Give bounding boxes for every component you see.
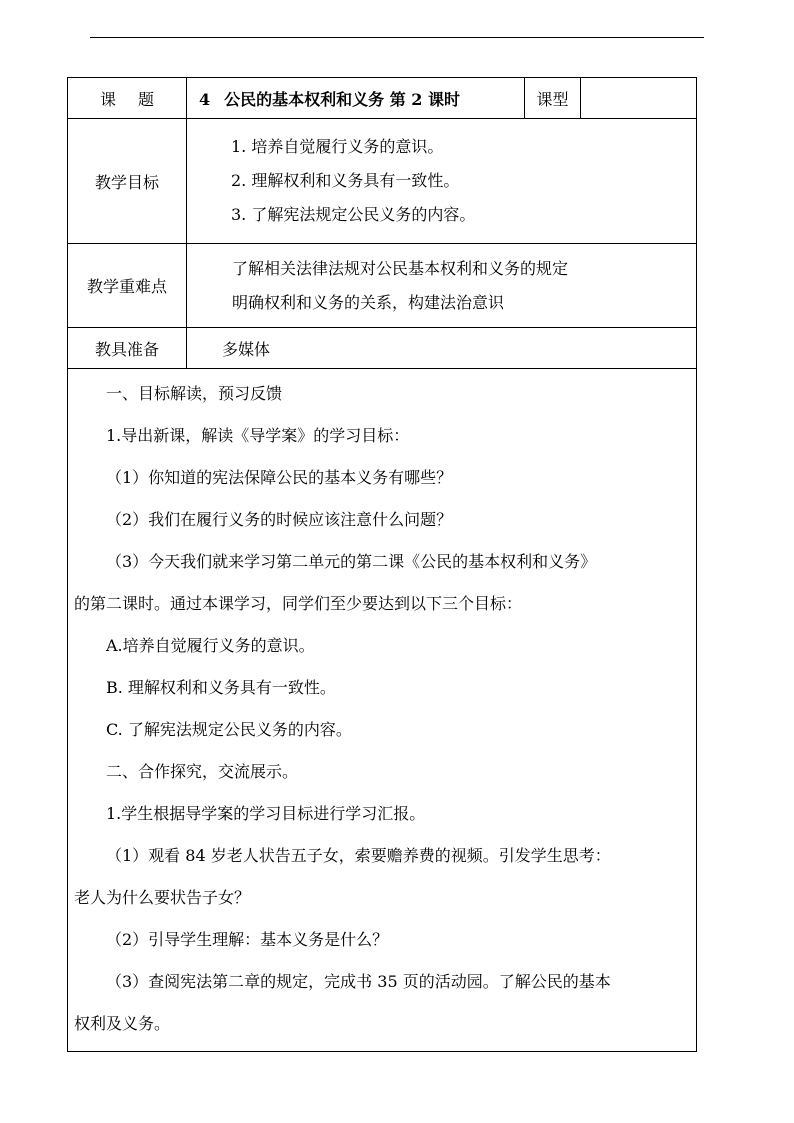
- body-line: （1）你知道的宪法保障公民的基本义务有哪些？: [106, 468, 453, 487]
- body-line: （2）我们在履行义务的时候应该注意什么问题？: [106, 510, 453, 529]
- lesson-title: 公民的基本权利和义务 第 2 课时: [224, 89, 460, 109]
- tools-value-cell: [187, 328, 697, 369]
- body-line: （1）观看 84 岁老人状告五子女，索要赡养费的视频。引发学生思考：: [106, 846, 611, 865]
- lesson-title-cell: [187, 78, 525, 119]
- body-line: 1.学生根据导学案的学习目标进行学习汇报。: [106, 804, 426, 823]
- goals-row: [68, 119, 697, 244]
- lesson-type-label: 课型: [536, 89, 569, 109]
- tools-label: 教具准备: [94, 339, 159, 359]
- body-line: C. 了解宪法规定公民义务的内容。: [106, 720, 352, 739]
- subject-label-cell: [68, 78, 187, 119]
- lesson-type-value-cell: [581, 78, 697, 119]
- goal-item: 1. 培养自觉履行义务的意识。: [231, 137, 444, 156]
- tools-row: [68, 328, 697, 369]
- body-line: （3）查阅宪法第二章的规定，完成书 35 页的活动园。了解公民的基本: [106, 972, 611, 991]
- goals-content-cell: [187, 119, 697, 244]
- goal-item: 2. 理解权利和义务具有一致性。: [231, 171, 460, 190]
- lesson-number: 4: [199, 89, 211, 109]
- goals-label: 教学目标: [94, 172, 159, 192]
- tools-value: 多媒体: [222, 339, 271, 359]
- key-points-row: [68, 244, 697, 328]
- body-line: 1.导出新课，解读《导学案》的学习目标：: [106, 426, 410, 445]
- header-rule: [90, 37, 704, 38]
- key-points-label-cell: [68, 244, 187, 328]
- key-points-content-cell: [187, 244, 697, 328]
- body-line: （3）今天我们就来学习第二单元的第二课《公民的基本权利和义务》: [106, 552, 597, 571]
- body-line: 权利及义务。: [74, 1014, 171, 1033]
- lesson-body-cell: [68, 369, 697, 1052]
- key-points-label: 教学重难点: [86, 277, 167, 296]
- section-heading: 一、目标解读，预习反馈: [106, 384, 283, 403]
- goals-label-cell: [68, 119, 187, 244]
- subject-label: 课题: [99, 89, 176, 109]
- body-row: [68, 369, 697, 1052]
- section-heading: 二、合作探究，交流展示。: [106, 762, 299, 781]
- goal-item: 3. 了解宪法规定公民义务的内容。: [231, 205, 476, 224]
- tools-label-cell: [68, 328, 187, 369]
- key-point-item: 了解相关法律法规对公民基本权利和义务的规定: [232, 258, 569, 278]
- body-line: B. 理解权利和义务具有一致性。: [106, 678, 336, 697]
- subject-row: [68, 78, 697, 119]
- lesson-type-label-cell: [525, 78, 581, 119]
- body-line: 老人为什么要状告子女？: [74, 888, 251, 907]
- lesson-plan-table: [67, 77, 697, 1052]
- body-line: （2）引导学生理解：基本义务是什么？: [106, 930, 389, 949]
- body-line: 的第二课时。通过本课学习，同学们至少要达到以下三个目标：: [74, 594, 523, 613]
- body-line: A.培养自觉履行义务的意识。: [106, 636, 315, 655]
- key-point-item: 明确权利和义务的关系，构建法治意识: [232, 292, 505, 312]
